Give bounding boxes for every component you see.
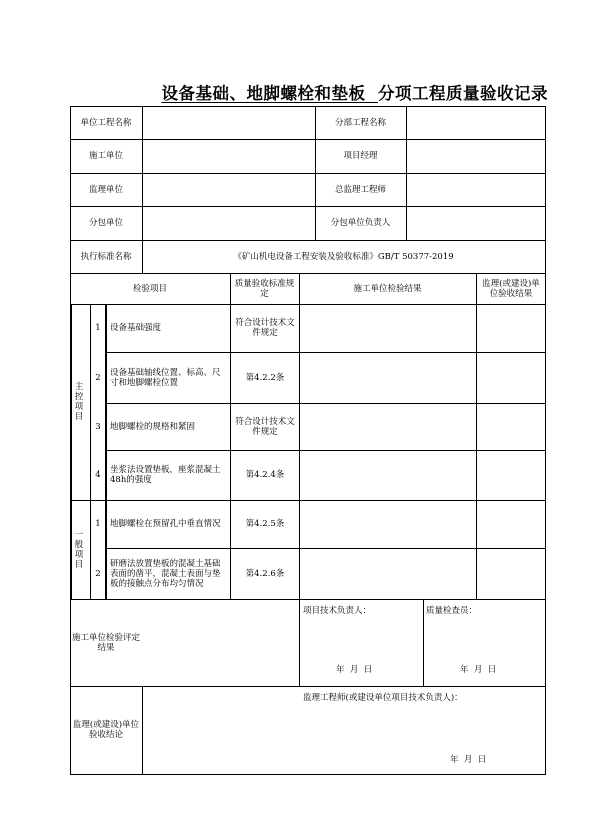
general-item-2-supervision[interactable] — [480, 548, 542, 599]
unit-project-field[interactable] — [146, 106, 312, 139]
main-item-4-supervision[interactable] — [480, 450, 542, 500]
sub-project-field[interactable] — [410, 106, 542, 139]
col-line — [476, 273, 477, 599]
general-item-2-standard: 第4.2.6条 — [245, 568, 285, 579]
page-title — [0, 80, 548, 104]
construction-date-right[interactable]: 年 月 日 — [460, 665, 497, 675]
main-item-2-name: 设备基础轴线位置、标高、尺寸和地脚螺栓位置 — [110, 367, 221, 388]
chief-engineer-label: 总监理工程师 — [334, 184, 386, 195]
general-item-1-standard: 第4.2.5条 — [245, 519, 285, 529]
col-line — [406, 106, 407, 240]
main-control-group-label: 主控项目 — [74, 382, 84, 422]
general-item-2-result[interactable] — [303, 548, 473, 599]
construction-unit-field[interactable] — [146, 139, 312, 173]
project-manager-label: 项目经理 — [343, 151, 378, 161]
main-item-1-result[interactable] — [303, 304, 473, 352]
project-manager-field[interactable] — [410, 139, 542, 173]
supervision-unit-label: 监理单位 — [88, 184, 123, 195]
general-group-label: 一般项目 — [74, 530, 84, 570]
supervision-unit-field[interactable] — [146, 173, 312, 206]
main-item-1-name: 设备基础强度 — [110, 323, 162, 333]
standard-label: 执行标准名称 — [80, 251, 132, 262]
title-rest: 分项工程质量验收记录 — [378, 84, 548, 103]
main-item-1-standard: 符合设计技术文件规定 — [235, 318, 295, 338]
main-item-4-name: 坐浆法设置垫板，座浆混凝土48h的强度 — [110, 465, 221, 485]
subcontract-unit-label: 分包单位 — [88, 218, 123, 228]
general-item-1-result[interactable] — [303, 500, 473, 548]
inspector-signature[interactable]: 质量检查员： — [426, 606, 478, 616]
main-item-3-no: 3 — [95, 421, 101, 432]
standard-value: 《矿山机电设备工程安装及验收标准》GB/T 50377-2019 — [233, 251, 454, 262]
unit-project-label: 单位工程名称 — [80, 117, 132, 128]
main-item-3-standard: 符合设计技术文件规定 — [235, 416, 295, 437]
group-marker — [70, 500, 72, 599]
col-header-item: 检验项目 — [132, 283, 167, 294]
supervision-engineer-signature[interactable]: 监理工程师(或建设单位项目技术负责人)： — [303, 693, 463, 703]
general-item-1-supervision[interactable] — [480, 500, 542, 548]
acceptance-form — [70, 106, 545, 774]
construction-unit-label: 施工单位 — [88, 151, 123, 161]
col-header-result: 施工单位检验结果 — [353, 283, 422, 294]
sub-project-label: 分部工程名称 — [334, 117, 386, 128]
general-item-2-no: 2 — [95, 568, 101, 579]
col-line — [423, 599, 424, 686]
subcontract-lead-field[interactable] — [410, 206, 542, 240]
border-bottom — [70, 774, 546, 775]
title-subject: 设备基础、地脚螺栓和垫板 — [161, 84, 366, 103]
subcontract-unit-field[interactable] — [146, 206, 312, 240]
general-item-1-name: 地脚螺栓在预留孔中垂直情况 — [110, 519, 221, 529]
main-item-2-supervision[interactable] — [480, 352, 542, 403]
supervision-date[interactable]: 年 月 日 — [450, 755, 487, 765]
title-underline-gap — [366, 84, 379, 103]
main-item-3-name: 地脚螺栓的规格和紧固 — [110, 421, 196, 432]
general-item-2-name: 研磨法放置垫板的混凝土基础表面的凿平，混凝土表面与垫板的接触点分布均匀情况 — [110, 558, 221, 589]
col-line — [299, 273, 300, 686]
group-marker — [70, 304, 72, 500]
main-item-1-no: 1 — [95, 323, 101, 333]
main-item-3-supervision[interactable] — [480, 403, 542, 450]
construction-date-left[interactable]: 年 月 日 — [336, 665, 373, 675]
main-item-4-standard: 第4.2.4条 — [245, 470, 285, 480]
supervision-eval-label: 监理(或建设)单位验收结论 — [72, 720, 140, 740]
main-item-3-result[interactable] — [303, 403, 473, 450]
main-item-1-supervision[interactable] — [480, 304, 542, 352]
main-item-2-no: 2 — [95, 372, 101, 383]
main-item-4-no: 4 — [95, 470, 101, 480]
border-right — [545, 106, 546, 775]
main-item-2-standard: 第4.2.2条 — [245, 372, 285, 383]
main-item-4-result[interactable] — [303, 450, 473, 500]
col-line — [142, 686, 143, 774]
col-header-supervision: 监理(或建设)单位验收结果 — [482, 278, 540, 299]
chief-engineer-field[interactable] — [410, 173, 542, 206]
subcontract-lead-label: 分包单位负责人 — [330, 218, 391, 228]
col-header-standard: 质量验收标准规定 — [234, 278, 295, 299]
col-line — [230, 273, 231, 599]
general-item-1-no: 1 — [95, 519, 101, 529]
main-item-2-result[interactable] — [303, 352, 473, 403]
tech-lead-signature[interactable]: 项目技术负责人： — [303, 606, 372, 616]
construction-eval-label: 施工单位检验评定结果 — [71, 632, 140, 653]
